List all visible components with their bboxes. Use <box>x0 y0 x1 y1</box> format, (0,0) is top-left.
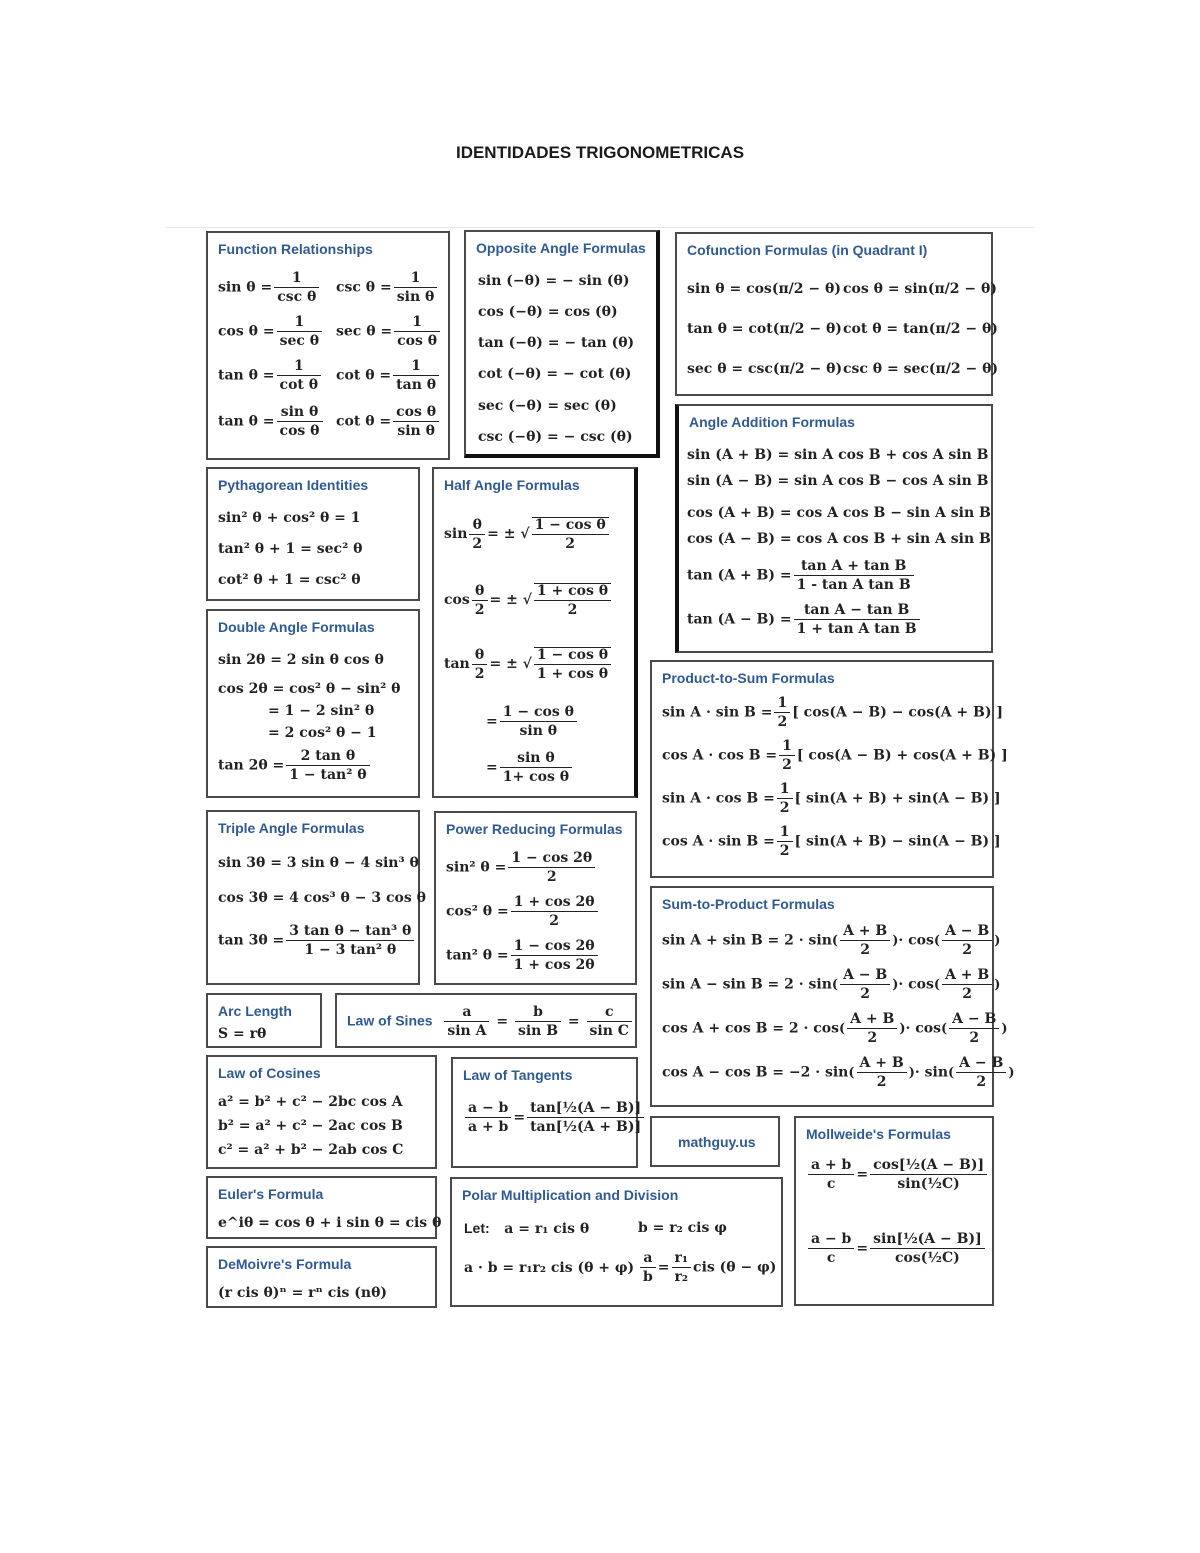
double-angle-title: Double Angle Formulas <box>218 619 375 635</box>
formula: c² = a² + b² − 2ab cos C <box>218 1142 404 1158</box>
polar-title: Polar Multiplication and Division <box>462 1187 679 1203</box>
function-relationships-box <box>206 231 450 460</box>
formula: tan θ = $\frac{1}{\text{cot θ}}$ <box>218 359 323 392</box>
law-of-cosines-box <box>206 1055 437 1169</box>
formula: cos θ = sin(π/2 − θ) <box>843 281 997 297</box>
sum-to-product-box <box>650 886 1015 1107</box>
formula: cot θ = $\frac{\text{cos θ}}{\text{sin θ}}$ <box>336 405 441 438</box>
formula: tan (−θ) = − tan (θ) <box>478 335 635 351</box>
formula: sec θ = $\frac{1}{\text{cos θ}}$ <box>336 315 442 348</box>
formula: cos A − cos B = −2 · sin( $\frac{A + B}{2}$ )· sin( $\frac{A - B}{2}$ ) <box>662 1055 1015 1090</box>
formula: sin 2θ = 2 sin θ cos θ <box>218 652 384 668</box>
formula: tan (A + B) = $\frac{\text{tan A + tan B}}{\text{1 - tan A tan B}}$ <box>687 559 916 592</box>
formula: tan² θ = $\frac{1 - \cos 2\theta}{1 + \cos 2\theta}$ <box>446 939 600 972</box>
law-of-tangents-box <box>451 1057 642 1168</box>
function-relationships-title: Function Relationships <box>218 241 373 257</box>
pythagorean-box <box>206 467 420 601</box>
formula: a² = b² + c² − 2bc cos A <box>218 1094 403 1110</box>
source-credit: mathguy.us <box>678 1134 756 1150</box>
formula: tan θ = $\frac{\text{sin θ}}{\text{cos θ}}$ <box>218 405 325 438</box>
cofunction-title: Cofunction Formulas (in Quadrant I) <box>687 242 928 258</box>
formula: = $\frac{\text{1 − cos θ}}{\text{sin θ}}$ <box>486 705 579 738</box>
formula: sin $\frac{\theta}{2}$ = ± √ $\frac{\text{1 − cos θ}}{2}$ <box>444 517 611 551</box>
demoivre-box <box>206 1246 437 1308</box>
formula: b = r₂ cis φ <box>638 1220 727 1236</box>
opposite-angle-box <box>464 230 660 458</box>
formula: sin A − sin B = 2 · sin( $\frac{A - B}{2}$ )· cos( $\frac{A + B}{2}$ ) <box>662 967 1001 1002</box>
formula: tan² θ + 1 = sec² θ <box>218 541 363 557</box>
arc-length-box <box>206 993 322 1048</box>
formula: sin A + sin B = 2 · sin( $\frac{A + B}{2}$ )· cos( $\frac{A - B}{2}$ ) <box>662 923 1001 958</box>
formula: cos A · cos B = $\frac{1}{2}$ [ cos(A − B) + cos(A + B) ] <box>662 738 1008 773</box>
formula: $\frac{a - b}{c}$ = $\frac{\text{sin[½(A − B)]}}{\text{cos(½C)}}$ <box>806 1232 987 1265</box>
formula: sin A · sin B = $\frac{1}{2}$ [ cos(A − B) − cos(A + B) ] <box>662 695 1003 730</box>
euler-box <box>206 1176 442 1239</box>
formula: = 1 − 2 sin² θ <box>268 703 375 719</box>
formula: cos 2θ = cos² θ − sin² θ <box>218 681 401 697</box>
opposite-angle-title: Opposite Angle Formulas <box>476 240 646 256</box>
formula: = 2 cos² θ − 1 <box>268 725 377 741</box>
formula: cos 3θ = 4 cos³ θ − 3 cos θ <box>218 890 426 906</box>
triple-angle-box <box>206 810 426 985</box>
formula: tan 3θ = $\frac{\text{3 tan θ − tan³ θ}}{\text{1 − 3 tan² θ}}$ <box>218 924 416 957</box>
formula: = $\frac{\text{sin θ}}{\text{1+ cos θ}}$ <box>486 751 574 784</box>
formula: tan 2θ = $\frac{\text{2 tan θ}}{\text{1 − tan² θ}}$ <box>218 749 372 782</box>
power-reducing-box <box>434 811 637 985</box>
triple-angle-title: Triple Angle Formulas <box>218 820 365 836</box>
formula: b² = a² + c² − 2ac cos B <box>218 1118 403 1134</box>
law-of-sines-box <box>335 993 637 1048</box>
formula: a · b = r₁r₂ cis (θ + φ) <box>464 1260 635 1276</box>
formula: $\frac{a - b}{a + b}$ = $\frac{\text{tan[½(A − B)]}}{\text{tan[½(A + B)]}}$ <box>463 1101 646 1134</box>
formula: cot θ = $\frac{1}{\text{tan θ}}$ <box>336 359 441 392</box>
formula: sin θ = 1 csc θ <box>218 271 321 304</box>
arc-length-title: Arc Length <box>218 1003 292 1019</box>
formula: sec (−θ) = sec (θ) <box>478 398 617 414</box>
formula: sin 3θ = 3 sin θ − 4 sin³ θ <box>218 855 419 871</box>
demoivre-title: DeMoivre's Formula <box>218 1256 352 1272</box>
mollweide-title: Mollweide's Formulas <box>806 1126 951 1142</box>
formula: sin (A + B) = sin A cos B + cos A sin B <box>687 447 989 463</box>
product-to-sum-box <box>650 660 1008 878</box>
formula: sin² θ + cos² θ = 1 <box>218 510 361 526</box>
half-angle-title: Half Angle Formulas <box>444 477 580 493</box>
formula: cos A · sin B = $\frac{1}{2}$ [ sin(A + B) − sin(A − B) ] <box>662 824 1001 859</box>
double-angle-box <box>206 609 420 798</box>
formula: $\frac{a}{b}$ = $\frac{\text{r₁}}{\text{r₂}}$ cis (θ − φ) <box>638 1251 776 1284</box>
angle-addition-title: Angle Addition Formulas <box>689 414 855 430</box>
formula: cos $\frac{\theta}{2}$ = ± √ $\frac{\text{1 + cos θ}}{2}$ <box>444 583 613 617</box>
formula: e^iθ = cos θ + i sin θ = cis θ <box>218 1215 442 1231</box>
formula: cos (−θ) = cos (θ) <box>478 304 618 320</box>
page-title: IDENTIDADES TRIGONOMETRICAS <box>455 143 745 162</box>
law-of-tangents-title: Law of Tangents <box>463 1067 573 1083</box>
formula: csc θ = $\frac{1}{\text{sin θ}}$ <box>336 271 439 304</box>
formula: cos (A + B) = cos A cos B − sin A sin B <box>687 505 991 521</box>
polar-box <box>450 1177 783 1307</box>
formula: S = rθ <box>218 1026 267 1042</box>
angle-addition-box <box>675 404 993 653</box>
half-angle-box <box>432 467 638 798</box>
divider <box>166 227 1034 228</box>
formula: csc θ = sec(π/2 − θ) <box>843 361 999 377</box>
product-to-sum-title: Product-to-Sum Formulas <box>662 670 835 686</box>
euler-title: Euler's Formula <box>218 1186 324 1202</box>
formula: cos A + cos B = 2 · cos( $\frac{A + B}{2}$ )· cos( $\frac{A - B}{2}$ ) <box>662 1011 1008 1046</box>
cofunction-box <box>675 232 999 396</box>
mollweide-box <box>794 1116 994 1306</box>
formula: tan (A − B) = $\frac{\text{tan A − tan B}}{\text{1 + tan A tan B}}$ <box>687 603 922 636</box>
formula: cos (A − B) = cos A cos B + sin A sin B <box>687 531 991 547</box>
formula: tan θ = cot(π/2 − θ) <box>687 321 842 337</box>
mathguy-box <box>650 1116 780 1167</box>
formula: sec θ = csc(π/2 − θ) <box>687 361 843 377</box>
formula: tan $\frac{\theta}{2}$ = ± √ $\frac{\text{1 − cos θ}}{\text{1 + cos θ}}$ <box>444 647 613 681</box>
formula: sin θ = cos(π/2 − θ) <box>687 281 841 297</box>
formula: cos θ = 1 sec θ <box>218 315 324 348</box>
formula: sin A · cos B = $\frac{1}{2}$ [ sin(A + B) + sin(A − B) ] <box>662 781 1001 816</box>
formula: Law of Sines $\frac{a}{\text{sin A}}$ = $\frac{b}{\text{sin B}}$ = $\frac{c}{\text{sin C}}$ <box>347 1005 634 1038</box>
power-reducing-title: Power Reducing Formulas <box>446 821 623 837</box>
pythagorean-title: Pythagorean Identities <box>218 477 369 493</box>
law-of-cosines-title: Law of Cosines <box>218 1065 321 1081</box>
formula: cos² θ = $\frac{1 + \cos 2\theta}{2}$ <box>446 895 600 928</box>
formula: cot θ = tan(π/2 − θ) <box>843 321 998 337</box>
formula: cot (−θ) = − cot (θ) <box>478 366 632 382</box>
formula: csc (−θ) = − csc (θ) <box>478 429 633 445</box>
sum-to-product-title: Sum-to-Product Formulas <box>662 896 835 912</box>
formula: cot² θ + 1 = csc² θ <box>218 572 361 588</box>
formula: $\frac{a + b}{c}$ = $\frac{\text{cos[½(A − B)]}}{\text{sin(½C)}}$ <box>806 1158 989 1191</box>
formula: sin² θ = $\frac{1 - \cos 2\theta}{2}$ <box>446 851 597 884</box>
formula: (r cis θ)ⁿ = rⁿ cis (nθ) <box>218 1285 388 1301</box>
formula: Let: a = r₁ cis θ <box>464 1220 590 1237</box>
formula: sin (−θ) = − sin (θ) <box>478 273 630 289</box>
formula: sin (A − B) = sin A cos B − cos A sin B <box>687 473 989 489</box>
